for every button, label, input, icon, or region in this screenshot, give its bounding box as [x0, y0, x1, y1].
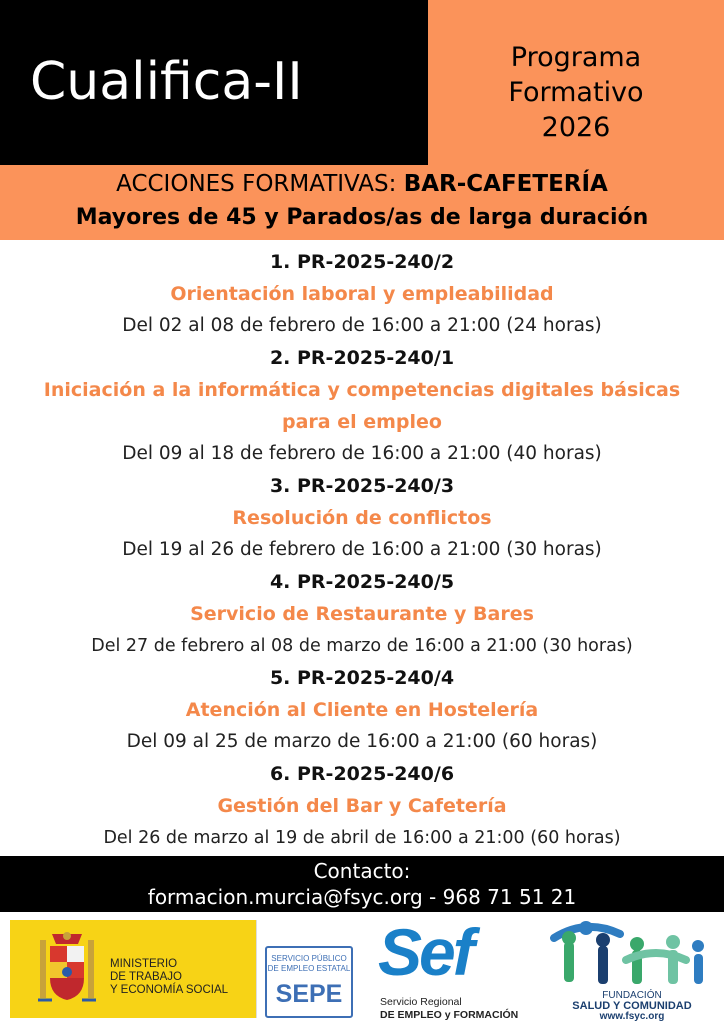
course-name: Servicio de Restaurante y Bares	[190, 603, 534, 625]
course-dates: Del 27 de febrero al 08 de marzo de 16:00 a 21:00 (30 horas)	[91, 636, 633, 656]
course-code: 2. PR-2025-240/1	[269, 347, 455, 369]
course-name: Resolución de conflictos	[232, 507, 492, 529]
program-label-line1: Programa	[510, 42, 642, 73]
logo-strip	[0, 912, 724, 1024]
course-code: 6. PR-2025-240/6	[269, 763, 455, 785]
actions-heading	[0, 171, 724, 197]
course-dates: Del 02 al 08 de febrero de 16:00 a 21:00 (24 horas)	[122, 315, 602, 336]
program-label-line2: Formativo	[508, 77, 644, 108]
coat-of-arms-icon	[36, 930, 98, 1010]
actions-band	[0, 165, 724, 240]
course-name: Atención al Cliente en Hostelería	[185, 699, 539, 721]
contact-band	[0, 856, 724, 912]
course-item	[0, 470, 724, 566]
course-code: 4. PR-2025-240/5	[269, 571, 455, 593]
course-dates: Del 19 al 26 de febrero de 16:00 a 21:00 (30 horas)	[122, 539, 602, 560]
course-code: 1. PR-2025-240/2	[269, 251, 455, 273]
course-dates: Del 09 al 18 de febrero de 16:00 a 21:00 (40 horas)	[122, 443, 602, 464]
ministerio-line1: MINISTERIO	[110, 958, 178, 970]
program-year: 2026	[541, 112, 611, 143]
course-name: Gestión del Bar y Cafetería	[217, 795, 507, 817]
ministerio-logo	[10, 920, 256, 1018]
course-item	[0, 758, 724, 854]
course-name: Orientación laboral y empleabilidad	[170, 283, 554, 305]
ministerio-line2: DE TRABAJO	[110, 971, 182, 983]
course-item	[0, 662, 724, 758]
sepe-text-line1: SERVICIO PÚBLICO	[271, 954, 347, 963]
sef-subtitle-line2: DE EMPLEO y FORMACIÓN	[380, 1009, 519, 1021]
actions-prefix: ACCIONES FORMATIVAS:	[116, 171, 404, 197]
sef-subtitle-line1: Servicio Regional	[380, 996, 462, 1008]
course-dates: Del 09 al 25 de marzo de 16:00 a 21:00 (60 horas)	[126, 731, 598, 752]
people-figures-icon	[546, 916, 716, 990]
course-list	[0, 246, 724, 854]
fsyc-website[interactable]: www.fsyc.org	[599, 1011, 665, 1022]
course-item	[0, 342, 724, 470]
contact-title: Contacto:	[313, 859, 411, 883]
sef-wordmark: Sef	[378, 915, 472, 989]
course-code: 3. PR-2025-240/3	[269, 475, 455, 497]
header-title-panel	[0, 0, 428, 165]
actions-audience: Mayores de 45 y Parados/as de larga duración	[75, 205, 649, 230]
contact-info[interactable]: formacion.murcia@fsyc.org - 968 71 51 21	[147, 885, 577, 909]
actions-specialty: BAR-CAFETERÍA	[403, 171, 608, 197]
course-item	[0, 566, 724, 662]
program-title: Cualifica-II	[30, 52, 303, 112]
course-code: 5. PR-2025-240/4	[269, 667, 455, 689]
fsyc-foundation-label: FUNDACIÓN	[602, 990, 662, 1001]
sepe-text-line2: DE EMPLEO ESTATAL	[267, 964, 351, 973]
course-item	[0, 246, 724, 342]
course-dates: Del 26 de marzo al 19 de abril de 16:00 a 21:00 (60 horas)	[103, 828, 621, 848]
sepe-wordmark: SEPE	[275, 980, 343, 1008]
sepe-logo	[256, 920, 357, 1018]
course-name: Iniciación a la informática y competencias digitales básicas para el empleo	[43, 379, 681, 433]
header-program-panel	[428, 0, 724, 165]
sef-logo	[372, 914, 532, 1022]
fsyc-name: SALUD Y COMUNIDAD	[572, 1000, 692, 1012]
fsyc-logo	[540, 914, 724, 1024]
sepe-frame	[265, 946, 353, 1018]
ministerio-line3: Y ECONOMÍA SOCIAL	[110, 984, 229, 996]
